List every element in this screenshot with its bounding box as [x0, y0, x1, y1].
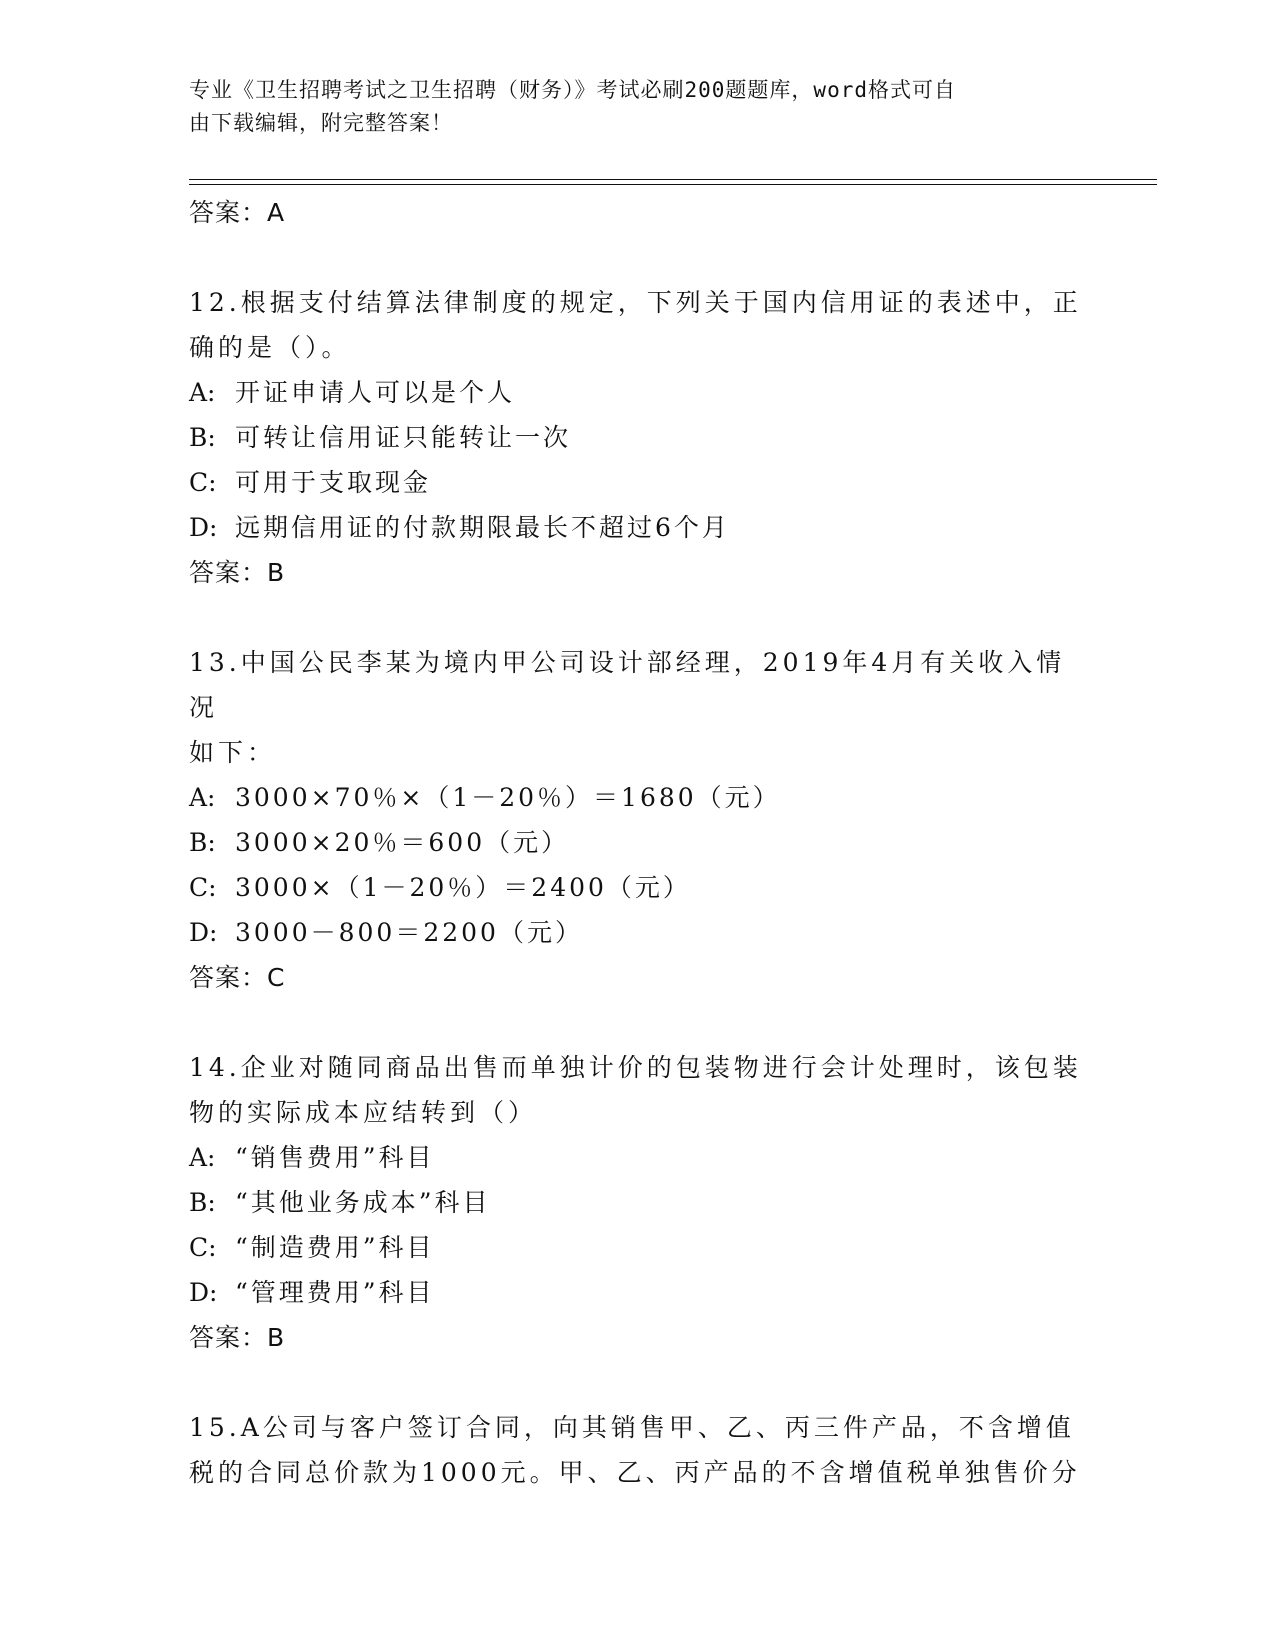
- header-divider-bottom: [189, 184, 1157, 185]
- question-12: [189, 280, 1089, 595]
- question-15-stem-line-1: 15.A公司与客户签订合同，向其销售甲、乙、丙三件产品，不含增值: [189, 1413, 1075, 1442]
- spacer: [189, 235, 1089, 280]
- option-key: B:: [189, 828, 216, 857]
- spacer: [189, 1000, 1089, 1045]
- question-12-option-b: [189, 415, 1089, 460]
- option-text: 可用于支取现金: [235, 468, 432, 497]
- question-14-option-d: [189, 1270, 1089, 1315]
- option-key: A:: [189, 783, 216, 812]
- question-12-option-c: [189, 460, 1089, 505]
- question-list: [189, 190, 1089, 1495]
- option-key: D:: [189, 918, 218, 947]
- option-text: 3000×20％＝600（元）: [235, 828, 570, 857]
- question-14-option-c: [189, 1225, 1089, 1270]
- option-key: C:: [189, 468, 217, 497]
- page-header: [189, 74, 1069, 140]
- question-13-option-a: [189, 775, 1089, 820]
- question-13-stem-line-2: 如下：: [189, 738, 277, 767]
- spacer: [189, 595, 1089, 640]
- header-divider-top: [189, 179, 1157, 180]
- question-12-stem-line-2: 确的是（）。: [189, 333, 351, 362]
- question-13: [189, 640, 1089, 1000]
- question-12-stem-line-1: 12.根据支付结算法律制度的规定，下列关于国内信用证的表述中，正: [189, 288, 1082, 317]
- option-text: “其他业务成本”科目: [235, 1188, 491, 1217]
- option-key: D:: [189, 513, 218, 542]
- question-13-stem-line-1: 13.中国公民李某为境内甲公司设计部经理，2019年4月有关收入情况: [189, 648, 1066, 722]
- question-14-option-a: [189, 1135, 1089, 1180]
- option-key: C:: [189, 1233, 217, 1262]
- option-key: A:: [189, 1143, 216, 1172]
- question-12-answer: 答案：B: [189, 558, 286, 587]
- option-key: A:: [189, 378, 216, 407]
- spacer: [189, 1360, 1089, 1405]
- question-13-option-b: [189, 820, 1089, 865]
- option-text: 开证申请人可以是个人: [235, 378, 516, 407]
- option-text: 远期信用证的付款期限最长不超过6个月: [235, 513, 730, 542]
- option-key: C:: [189, 873, 217, 902]
- answer-11: 答案：A: [189, 198, 286, 227]
- question-14-answer: 答案：B: [189, 1323, 286, 1352]
- header-line-2: 由下载编辑，附完整答案！: [189, 111, 453, 135]
- question-12-option-a: [189, 370, 1089, 415]
- header-line-1: 专业《卫生招聘考试之卫生招聘（财务）》考试必刷200题题库，word格式可自: [189, 78, 956, 102]
- question-13-option-c: [189, 865, 1089, 910]
- question-14-option-b: [189, 1180, 1089, 1225]
- option-text: 3000×（1－20％）＝2400（元）: [235, 873, 691, 902]
- option-text: “管理费用”科目: [235, 1278, 435, 1307]
- option-key: B:: [189, 1188, 216, 1217]
- question-15: [189, 1405, 1089, 1495]
- question-14-stem-line-2: 物的实际成本应结转到（）: [189, 1098, 538, 1127]
- option-key: B:: [189, 423, 216, 452]
- option-text: 可转让信用证只能转让一次: [235, 423, 572, 452]
- question-14-stem-line-1: 14.企业对随同商品出售而单独计价的包装物进行会计处理时，该包装: [189, 1053, 1082, 1082]
- option-text: 3000－800＝2200（元）: [235, 918, 583, 947]
- option-text: “制造费用”科目: [235, 1233, 435, 1262]
- option-text: 3000×70％×（1－20％）＝1680（元）: [235, 783, 781, 812]
- question-15-stem-line-2: 税的合同总价款为1000元。甲、乙、丙产品的不含增值税单独售价分: [189, 1458, 1081, 1487]
- question-14: [189, 1045, 1089, 1360]
- question-13-answer: 答案：C: [189, 963, 286, 992]
- option-key: D:: [189, 1278, 218, 1307]
- question-12-option-d: [189, 505, 1089, 550]
- option-text: “销售费用”科目: [235, 1143, 435, 1172]
- question-13-option-d: [189, 910, 1089, 955]
